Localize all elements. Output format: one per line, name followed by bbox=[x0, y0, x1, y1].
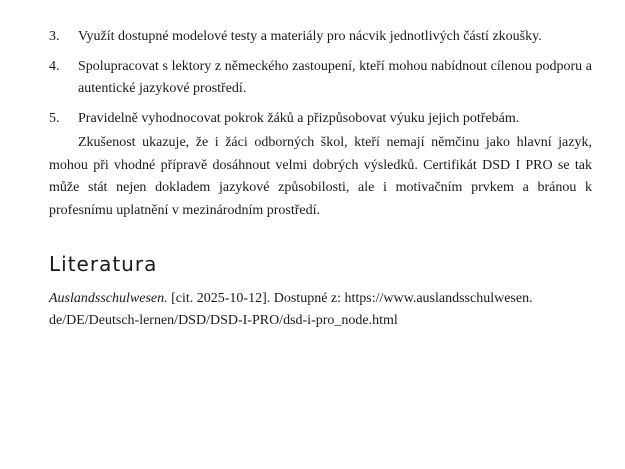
bibliography-entry bbox=[49, 288, 592, 332]
list-item-text: Využít dostupné modelové testy a materiály pro nácvik jednotlivých částí zkoušky. bbox=[78, 29, 542, 44]
section-heading: Literatura bbox=[49, 252, 158, 276]
list-item-text: Pravidelně vyhodnocovat pokrok žáků a přizpůsobovat výuku jejich potřebám. bbox=[78, 111, 520, 126]
list-item bbox=[49, 56, 592, 100]
numbered-list bbox=[49, 26, 592, 138]
list-item-text: Spolupracovat s lektory z německého zastoupení, kteří mohou nabídnout cílenou podporu a autentické jazykové prostředí. bbox=[78, 59, 592, 96]
body-paragraph: Zkušenost ukazuje, že i žáci odborných škol, kteří nemají němčinu jako hlavní jazyk, mohou při vhodné přípravě dosáhnout velmi dobrých výsledků. Certifikát DSD I PRO se tak může stát nejen dokladem jazykové způsobilosti, ale i motivačním prvkem a bránou k profesnímu uplatnění v mezinárodním prostředí. bbox=[49, 135, 592, 218]
reference-details: [cit. 2025-10-12]. Dostupné z: https://www.auslandsschulwesen. de/DE/Deutsch-lernen/DSD/DSD-I-PRO/dsd-i-pro_node.html bbox=[49, 291, 533, 328]
reference-source-title: Auslandsschulwesen. bbox=[49, 291, 168, 306]
list-item-number: 5. bbox=[49, 111, 60, 126]
list-item bbox=[49, 26, 592, 48]
list-item-number: 3. bbox=[49, 29, 60, 44]
list-item bbox=[49, 108, 592, 130]
list-item-number: 4. bbox=[49, 59, 60, 74]
